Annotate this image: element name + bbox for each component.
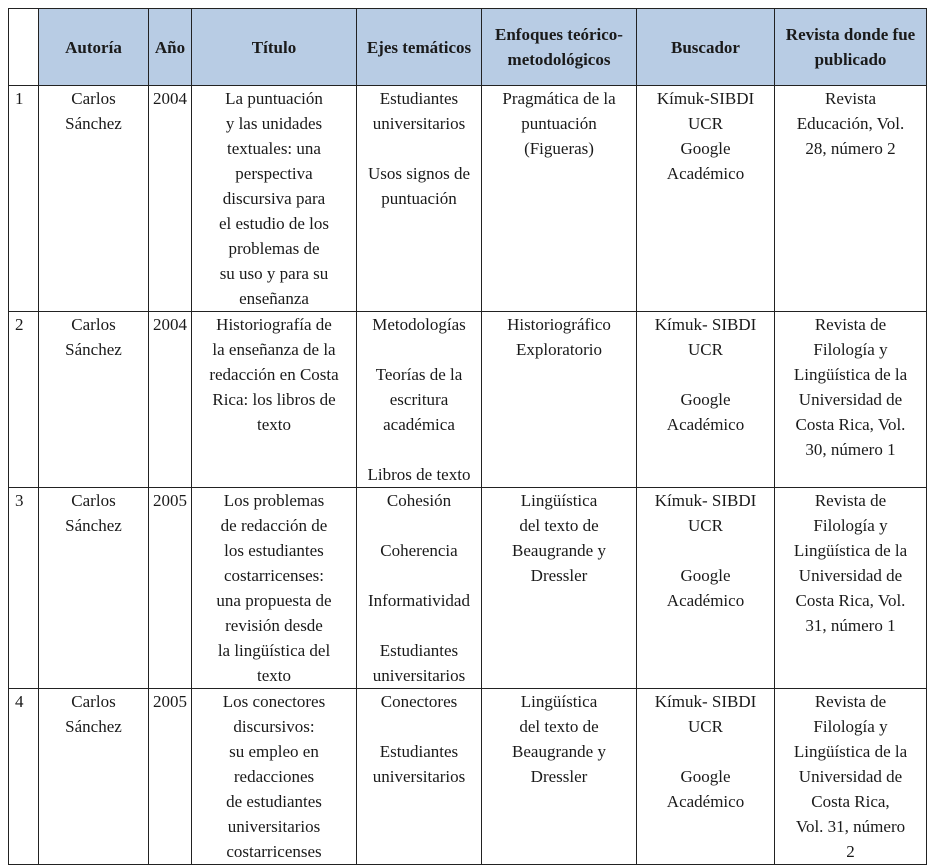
cell-ejes — [357, 488, 482, 689]
header-enfoques: Enfoques teórico-metodológicos — [482, 9, 637, 86]
header-titulo: Título — [192, 9, 357, 86]
cell-autoria: Carlos Sánchez — [39, 86, 149, 312]
eje-item: Informatividad — [368, 591, 470, 610]
eje-item: Estudiantes universitarios — [372, 641, 466, 685]
eje-item: Libros de texto — [367, 465, 471, 484]
cell-anio: 2004 — [149, 312, 192, 488]
cell-enfoques: Lingüística del texto de Beaugrande y Dressler — [482, 488, 637, 689]
cell-titulo: La puntuación y las unidades textuales: una perspectiva discursiva para el estudio de los problemas de su uso y para su enseñanza — [192, 86, 357, 312]
eje-item: Cohesión — [386, 491, 452, 510]
cell-autoria: Carlos Sánchez — [39, 312, 149, 488]
row-number: 1 — [9, 86, 39, 312]
header-row — [9, 9, 927, 86]
cell-revista: Revista Educación, Vol. 28, número 2 — [775, 86, 927, 312]
eje-item: Estudiantes universitarios — [372, 742, 466, 786]
header-anio: Año — [149, 9, 192, 86]
eje-item: Coherencia — [380, 541, 458, 560]
eje-item: Estudiantes universitarios — [372, 89, 466, 133]
row-number: 2 — [9, 312, 39, 488]
eje-item: Teorías de la escritura académica — [375, 365, 463, 434]
header-revista: Revista donde fue publicado — [775, 9, 927, 86]
literature-table — [8, 8, 927, 865]
cell-buscador: Kímuk-SIBDI UCR Google Académico — [637, 86, 775, 312]
cell-enfoques: Historiográfico Exploratorio — [482, 312, 637, 488]
cell-revista: Revista de Filología y Lingüística de la Universidad de Costa Rica, Vol. 31, número 2 — [775, 689, 927, 865]
cell-anio: 2004 — [149, 86, 192, 312]
row-number: 4 — [9, 689, 39, 865]
cell-revista: Revista de Filología y Lingüística de la Universidad de Costa Rica, Vol. 30, número 1 — [775, 312, 927, 488]
cell-buscador: Kímuk- SIBDI UCR Google Académico — [637, 689, 775, 865]
cell-ejes — [357, 312, 482, 488]
cell-ejes — [357, 689, 482, 865]
header-ejes: Ejes temáticos — [357, 9, 482, 86]
table-row — [9, 312, 927, 488]
table-row — [9, 488, 927, 689]
cell-autoria: Carlos Sánchez — [39, 488, 149, 689]
row-number: 3 — [9, 488, 39, 689]
cell-enfoques: Lingüística del texto de Beaugrande y Dressler — [482, 689, 637, 865]
cell-anio: 2005 — [149, 488, 192, 689]
cell-ejes — [357, 86, 482, 312]
cell-autoria: Carlos Sánchez — [39, 689, 149, 865]
header-buscador: Buscador — [637, 9, 775, 86]
cell-buscador: Kímuk- SIBDI UCR Google Académico — [637, 312, 775, 488]
cell-titulo: Los problemas de redacción de los estudiantes costarricenses: una propuesta de revisión desde la lingüística del texto — [192, 488, 357, 689]
eje-item: Metodologías — [372, 315, 466, 334]
header-autoria: Autoría — [39, 9, 149, 86]
eje-item: Conectores — [380, 692, 458, 711]
cell-enfoques: Pragmática de la puntuación (Figueras) — [482, 86, 637, 312]
cell-anio: 2005 — [149, 689, 192, 865]
cell-buscador: Kímuk- SIBDI UCR Google Académico — [637, 488, 775, 689]
table-row — [9, 689, 927, 865]
table-row — [9, 86, 927, 312]
cell-revista: Revista de Filología y Lingüística de la Universidad de Costa Rica, Vol. 31, número 1 — [775, 488, 927, 689]
cell-titulo: Los conectores discursivos: su empleo en redacciones de estudiantes universitarios costarricenses — [192, 689, 357, 865]
eje-item: Usos signos de puntuación — [367, 164, 470, 208]
cell-titulo: Historiografía de la enseñanza de la redacción en Costa Rica: los libros de texto — [192, 312, 357, 488]
header-number — [9, 9, 39, 86]
